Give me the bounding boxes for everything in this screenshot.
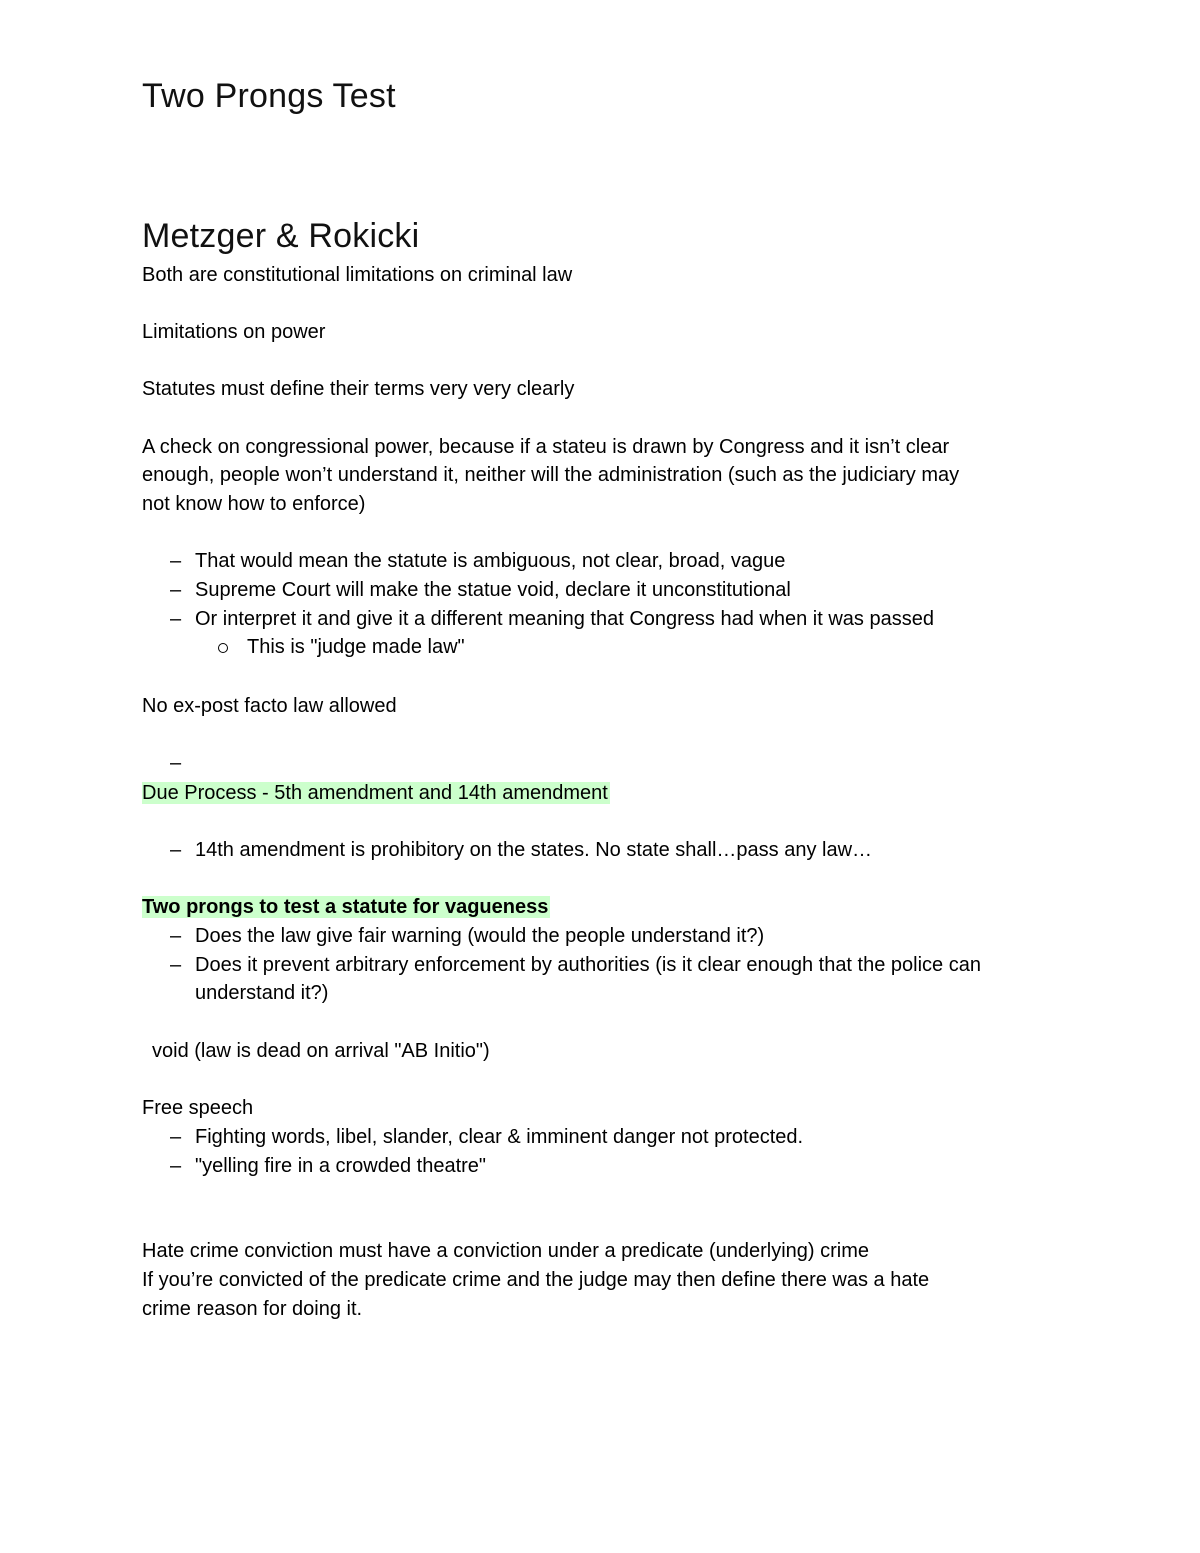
list-item: Fighting words, libel, slander, clear & imminent danger not protected. [195,1126,804,1148]
bullet-dash: – [170,608,182,630]
bullet-dash: – [170,1126,182,1148]
list-item: Or interpret it and give it a different meaning that Congress had when it was passed [195,608,934,630]
list-item: "yelling fire in a crowded theatre" [195,1155,487,1177]
two-prongs-highlight: Two prongs to test a statute for vagueness [142,896,549,918]
circle-bullet-icon [218,643,228,653]
empty-bullet-dash: – [170,752,182,774]
check-paragraph-line-3: not know how to enforce) [142,493,366,515]
bullet-dash: – [170,954,182,976]
statutes-text: Statutes must define their terms very very clearly [142,378,575,400]
list-item: That would mean the statute is ambiguous, not clear, broad, vague [195,550,786,572]
hate-crime-line-3: crime reason for doing it. [142,1298,363,1320]
check-paragraph-line-2: enough, people won’t understand it, neither will the administration (such as the judiciary may [142,464,960,486]
list-item: Does the law give fair warning (would the people understand it?) [195,925,765,947]
list-item: Does it prevent arbitrary enforcement by authorities (is it clear enough that the police can [195,954,981,976]
bullet-dash: – [170,550,182,572]
void-text: void (law is dead on arrival "AB Initio") [152,1040,490,1062]
list-item: Supreme Court will make the statue void, declare it unconstitutional [195,579,791,601]
section-heading: Metzger & Rokicki [142,217,420,255]
bullet-dash: – [170,925,182,947]
list-item-continuation: understand it?) [195,982,329,1004]
bullet-dash: – [170,1155,182,1177]
intro-text: Both are constitutional limitations on criminal law [142,264,573,286]
check-paragraph-line-1: A check on congressional power, because if a stateu is drawn by Congress and it isn’t clear [142,436,950,458]
due-process-highlight: Due Process - 5th amendment and 14th amendment [142,782,608,804]
due-process-heading [142,779,610,807]
bullet-dash: – [170,579,182,601]
sub-list-item: This is "judge made law" [247,636,465,658]
list-item: 14th amendment is prohibitory on the states. No state shall…pass any law… [195,839,873,861]
limitations-text: Limitations on power [142,321,326,343]
hate-crime-line-1: Hate crime conviction must have a conviction under a predicate (underlying) crime [142,1240,870,1262]
document-title: Two Prongs Test [142,77,396,115]
two-prongs-heading [142,893,550,921]
hate-crime-line-2: If you’re convicted of the predicate crime and the judge may then define there was a hate [142,1269,930,1291]
bullet-dash: – [170,839,182,861]
free-speech-heading: Free speech [142,1097,254,1119]
ex-post-facto-text: No ex-post facto law allowed [142,695,397,717]
